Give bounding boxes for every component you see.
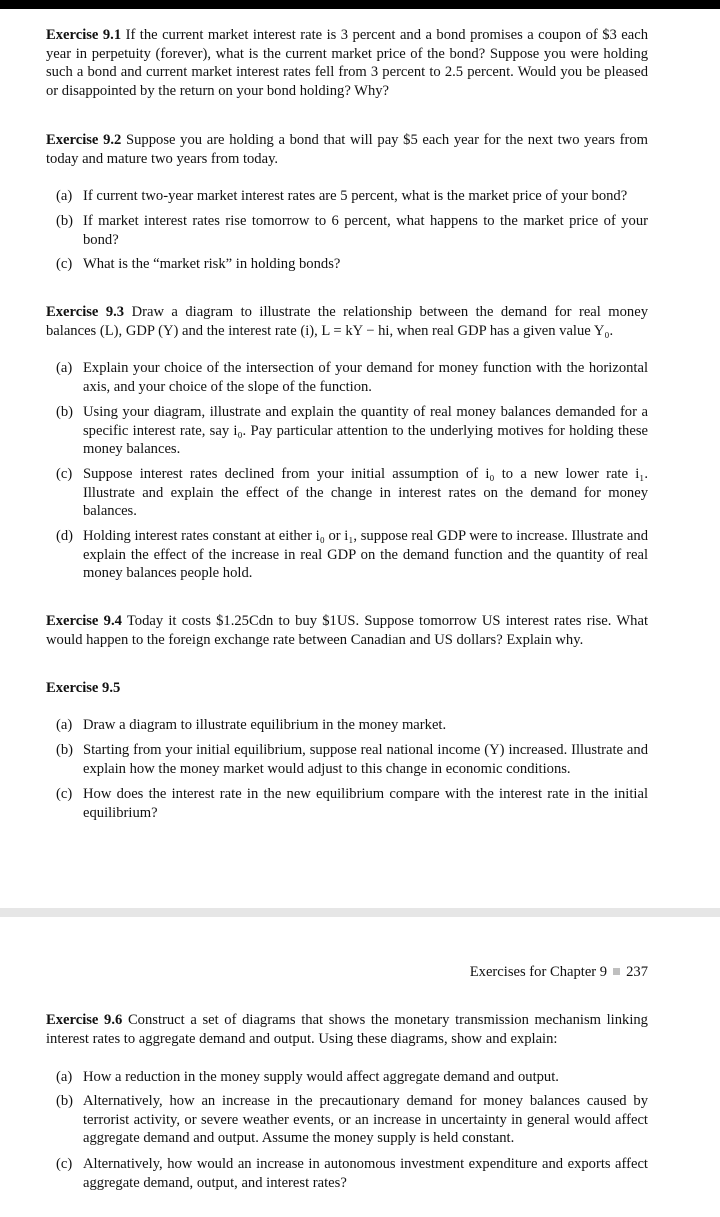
part-text: How a reduction in the money supply would affect aggregate demand and output. — [83, 1069, 559, 1085]
part-text: How does the interest rate in the new equilibrium compare with the interest rate in the initial equilibrium? — [83, 786, 648, 821]
part-label: (a) — [56, 717, 73, 733]
exercise-9-5-part-b — [56, 741, 648, 778]
exercise-9-4 — [46, 612, 648, 649]
separator-square-icon — [613, 968, 620, 975]
part-text: If market interest rates rise tomorrow to 6 percent, what happens to the market price of your bond? — [83, 213, 648, 248]
exercise-9-3-part-c — [56, 465, 648, 521]
part-label: (a) — [56, 360, 73, 376]
part-text: What is the “market risk” in holding bonds? — [83, 256, 341, 272]
running-title: Exercises for Chapter 9 — [469, 964, 608, 980]
exercise-9-3-part-b — [56, 403, 648, 459]
part-text: Alternatively, how an increase in the precautionary demand for money balances caused by terrorist activity, or severe weather events, or an increase in uncertainty in general would affect aggregate demand and output. Assume the money supply is held constant. — [83, 1093, 648, 1146]
exercise-text: Construct a set of diagrams that shows the monetary transmission mechanism linking interest rates to aggregate demand and output. Using these diagrams, show and explain: — [46, 1012, 648, 1047]
exercise-9-5 — [46, 679, 648, 698]
part-label: (c) — [56, 1156, 73, 1172]
page-header — [470, 963, 648, 982]
exercise-9-6-part-a — [56, 1068, 648, 1087]
exercise-label: Exercise 9.5 — [46, 680, 121, 696]
part-text: If current two-year market interest rates are 5 percent, what is the market price of your bond? — [83, 188, 628, 204]
part-label: (c) — [56, 786, 73, 802]
exercise-label: Exercise 9.3 — [46, 304, 125, 320]
exercise-label: Exercise 9.6 — [46, 1012, 123, 1028]
exercise-9-2 — [46, 131, 648, 168]
exercise-text: Draw a diagram to illustrate the relationship between the demand for real money balances (L), GDP (Y) and the interest rate (i), L = kY − hi, when real GDP has a given value Y₀. — [46, 304, 648, 339]
page-number: 237 — [626, 964, 648, 980]
part-text: Alternatively, how would an increase in autonomous investment expenditure and exports affect aggregate demand, output, and interest rates? — [83, 1156, 648, 1191]
page-break — [0, 908, 720, 917]
exercise-9-6-part-c — [56, 1155, 648, 1192]
part-label: (b) — [56, 1093, 74, 1109]
exercise-9-1 — [46, 26, 648, 100]
part-text: Explain your choice of the intersection of your demand for money function with the horizontal axis, and your choice of the slope of the function. — [83, 360, 648, 395]
part-label: (a) — [56, 1069, 73, 1085]
part-label: (b) — [56, 404, 74, 420]
exercise-text: Suppose you are holding a bond that will pay $5 each year for the next two years from today and mature two years from today. — [46, 132, 648, 167]
exercise-9-3-part-d — [56, 527, 648, 583]
part-label: (a) — [56, 188, 73, 204]
part-text: Suppose interest rates declined from your initial assumption of i₀ to a new lower rate i₁. Illustrate and explain the effect of the change in interest rates on the demand for money balances. — [83, 466, 648, 519]
exercise-9-5-part-a — [56, 716, 648, 735]
part-label: (c) — [56, 466, 73, 482]
exercise-label: Exercise 9.4 — [46, 613, 122, 629]
exercise-9-3-part-a — [56, 359, 648, 396]
exercise-9-3 — [46, 303, 648, 340]
exercise-9-2-part-b — [56, 212, 648, 249]
part-label: (b) — [56, 213, 74, 229]
part-label: (c) — [56, 256, 73, 272]
part-text: Holding interest rates constant at either i₀ or i₁, suppose real GDP were to increase. Illustrate and explain the effect of the increase in real GDP on the demand function and the quantity of real money balances people hold. — [83, 528, 648, 581]
exercise-label: Exercise 9.2 — [46, 132, 122, 148]
exercise-9-6-part-b — [56, 1092, 648, 1148]
exercise-text: Today it costs $1.25Cdn to buy $1US. Suppose tomorrow US interest rates rise. What would happen to the foreign exchange rate between Canadian and US dollars? Explain why. — [46, 613, 648, 648]
top-border — [0, 0, 720, 9]
exercise-9-5-part-c — [56, 785, 648, 822]
exercise-text: If the current market interest rate is 3 percent and a bond promises a coupon of $3 each year in perpetuity (forever), what is the current market price of the bond? Suppose you were holding such a bond and current market interest rates fell from 3 percent to 2.5 percent. Would you be pleased or disappointed by the return on your bond holding? Why? — [46, 27, 648, 99]
exercise-9-6 — [46, 1011, 648, 1048]
part-text: Using your diagram, illustrate and explain the quantity of real money balances demanded for a specific interest rate, say i₀. Pay particular attention to the underlying motives for holding these money balances. — [83, 404, 648, 457]
part-text: Starting from your initial equilibrium, suppose real national income (Y) increased. Illustrate and explain how the money market would adjust to this change in economic conditions. — [83, 742, 648, 777]
exercise-9-2-part-a — [56, 187, 648, 206]
exercise-label: Exercise 9.1 — [46, 27, 122, 43]
part-label: (b) — [56, 742, 74, 758]
part-label: (d) — [56, 528, 74, 544]
part-text: Draw a diagram to illustrate equilibrium in the money market. — [83, 717, 447, 733]
exercise-9-2-part-c — [56, 255, 648, 274]
